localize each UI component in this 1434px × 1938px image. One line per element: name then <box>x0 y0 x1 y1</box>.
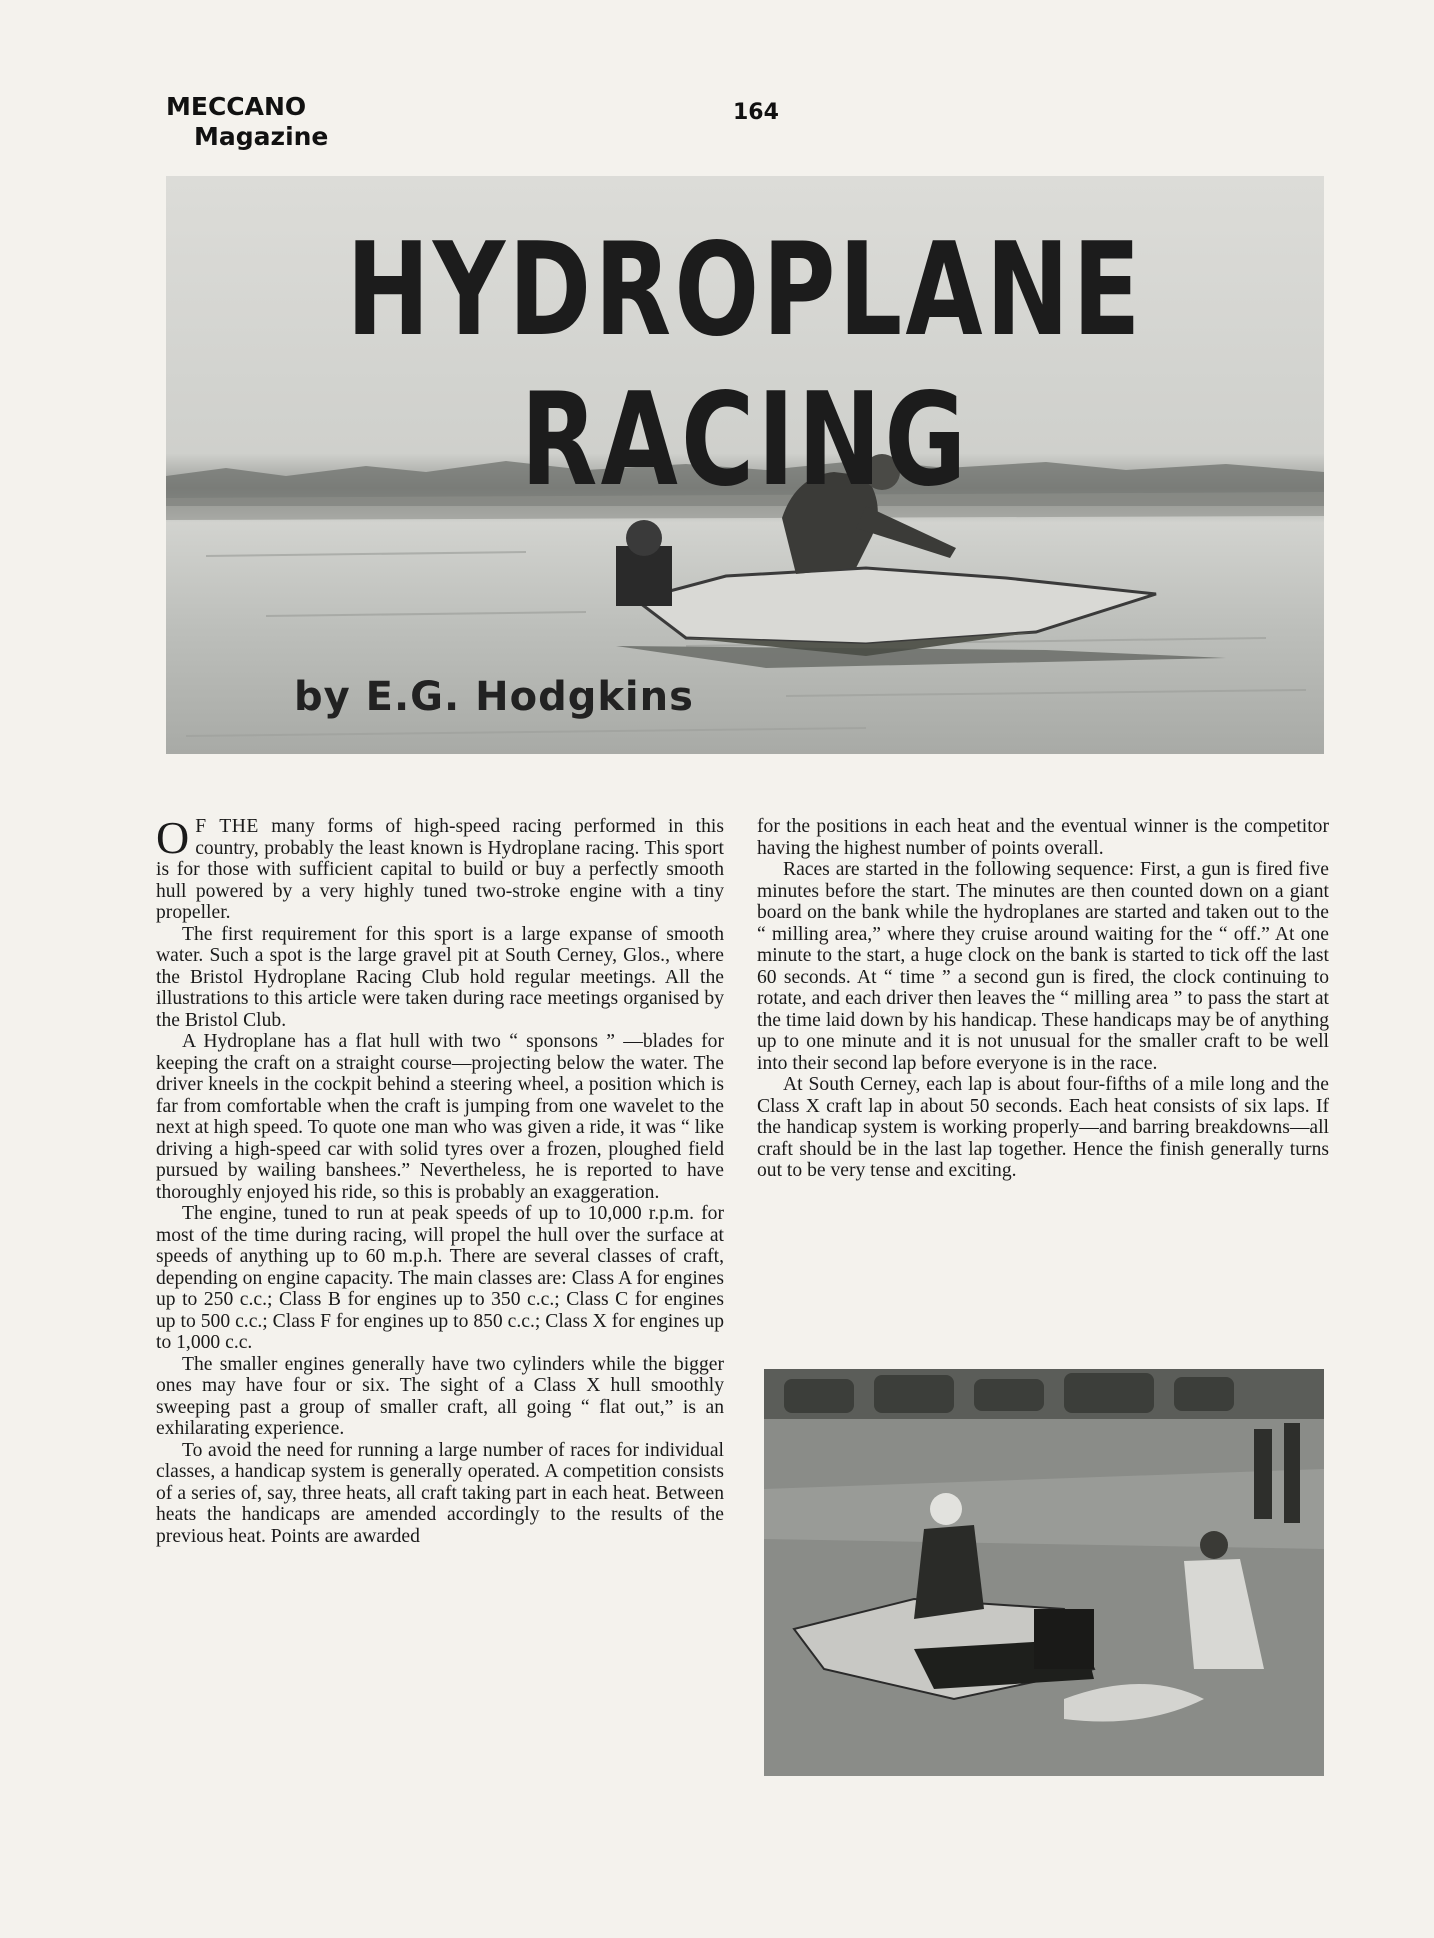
pit-area-photo-illustration <box>764 1369 1324 1776</box>
article-byline: by E.G. Hodgkins <box>294 674 694 720</box>
article-column-right <box>757 816 1329 1182</box>
masthead-line1: MECCANO <box>166 92 307 121</box>
race-photo <box>764 1369 1324 1776</box>
masthead-line2: Magazine <box>194 122 329 151</box>
publication-masthead <box>166 92 328 152</box>
article-paragraph: The smaller engines generally have two cylinders while the bigger ones may have four or six. The sight of a Class X hull smoothly sweeping past a group of smaller craft, all going “ flat out,” is an exhilarating experience. <box>156 1353 724 1439</box>
article-paragraph: At South Cerney, each lap is about four-fifths of a mile long and the Class X craft lap in about 50 seconds. Each heat consists of six laps. If the handicap system is working properly—and barring breakdowns—all craft should be in the last lap together. Hence the finish generally turns out to be very tense and exciting. <box>757 1074 1329 1181</box>
article-paragraph: for the positions in each heat and the eventual winner is the competitor having the highest number of points overall. <box>757 816 1329 859</box>
article-title: HYDROPLANE RACING <box>346 216 1144 515</box>
paragraph-text: many forms of high-speed racing performed in this country, probably the least known is Hydroplane racing. This sport is for those with sufficient capital to build or buy a perfectly smooth hull powered by a very highly tuned two-stroke engine with a tiny propeller. <box>156 816 724 923</box>
article-paragraph: Races are started in the following sequence: First, a gun is fired five minutes before the start. The minutes are then counted down on a giant board on the bank while the hydroplanes are started and taken out to the “ milling area,” where they cruise around waiting for the “ off.” At one minute to the start, a huge clock on the bank is started to tick off the last 60 seconds. At “ time ” a second gun is fired, the clock continuing to rotate, and each driver then leaves the “ milling area ” to pass the start at the time laid down by his handicap. These handicaps may be of anything up to one minute and it is not unusual for the smaller craft to be well into their second lap before everyone is in the race. <box>757 859 1329 1074</box>
article-paragraph <box>156 812 724 924</box>
article-paragraph: The engine, tuned to run at peak speeds of up to 10,000 r.p.m. for most of the time during racing, will propel the hull over the surface at speeds of anything up to 60 m.p.h. There are several classes of craft, depending on engine capacity. The main classes are: Class A for engines up to 250 c.c.; Class B for engines up to 350 c.c.; Class C for engines up to 500 c.c.; Class F for engines up to 850 c.c.; Class X for engines up to 1,000 c.c. <box>156 1203 724 1353</box>
article-paragraph: The first requirement for this sport is a large expanse of smooth water. Such a spot is the large gravel pit at South Cerney, Glos., where the Bristol Hydroplane Racing Club hold regular meetings. All the illustrations to this article were taken during race meetings organised by the Bristol Club. <box>156 923 724 1031</box>
hero-photo <box>166 176 1324 754</box>
article-paragraph: A Hydroplane has a flat hull with two “ sponsons ” —blades for keeping the craft on a straight course—projecting below the water. The driver kneels in the cockpit behind a steering wheel, a position which is far from comfortable when the craft is jumping from one wavelet to the next at high speed. To quote one man who was given a ride, it was “ like driving a high-speed car with solid tyres over a frozen, ploughed field pursued by wailing banshees.” Nevertheless, he is reported to have thoroughly enjoyed his ride, so this is probably an exaggeration. <box>156 1031 724 1203</box>
drop-cap-lead: F THE <box>195 816 259 837</box>
article-column-left <box>156 812 724 1547</box>
drop-cap: O <box>156 812 190 863</box>
article-paragraph: To avoid the need for running a large number of races for individual classes, a handicap system is generally operated. A competition consists of a series of, say, three heats, all craft taking part in each heat. Between heats the handicaps are amended accordingly to the results of the previous heat. Points are awarded <box>156 1439 724 1547</box>
page-number: 164 <box>733 100 779 125</box>
